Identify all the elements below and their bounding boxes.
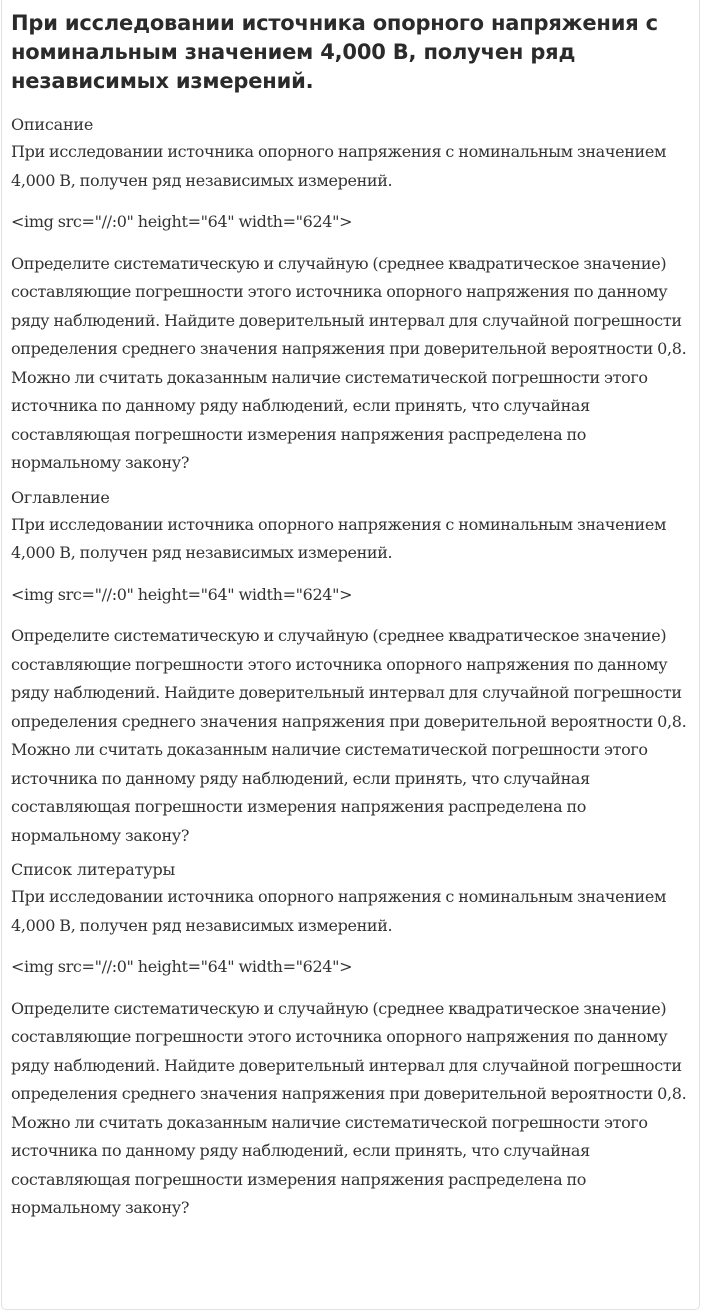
image-tag-text: <img src="//:0" height="64" width="624"> (11, 957, 353, 976)
task-paragraph: Определите систематическую и случайную (среднее квадратическое значение) составляющие погрешности этого источника опорного напряжения по данному ряду наблюдений. Найдите доверительный интервал для случайной погрешности определения среднего значения напряжения при доверительной вероятности 0,8. Можно ли считать доказанным наличие систематической погрешности этого источника по данному ряду наблюдений, если принять, что случайная составляющая погрешности измерения напряжения распределена по нормальному закону? (11, 626, 687, 845)
intro-paragraph: При исследовании источника опорного напряжения с номинальным значением 4,000 В, получен ряд независимых измерений. (11, 514, 667, 562)
image-tag-text: <img src="//:0" height="64" width="624"> (11, 584, 353, 604)
section-label: Список литературы (11, 860, 176, 879)
page-title: При исследовании источника опорного напряжения с номинальным значением 4,000 В, получен ряд независимых измерений. (11, 11, 658, 93)
work-card (1, 0, 700, 1310)
task-paragraph: Определите систематическую и случайную (среднее квадратическое значение) составляющие погрешности этого источника опорного напряжения по данному ряду наблюдений. Найдите доверительный интервал для случайной погрешности определения среднего значения напряжения при доверительной вероятности 0,8. Можно ли считать доказанным наличие систематической погрешности этого источника по данному ряду наблюдений, если принять, что случайная составляющая погрешности измерения напряжения распределена по нормальному закону? (11, 253, 687, 472)
section-contents (11, 485, 691, 851)
section-bibliography (11, 857, 691, 1223)
intro-paragraph: При исследовании источника опорного напряжения с номинальным значением 4,000 В, получен ряд независимых измерений. (11, 142, 667, 190)
section-label: Оглавление (11, 487, 110, 507)
task-paragraph: Определите систематическую и случайную (среднее квадратическое значение) составляющие погрешности этого источника опорного напряжения по данному ряду наблюдений. Найдите доверительный интервал для случайной погрешности определения среднего значения напряжения при доверительной вероятности 0,8. Можно ли считать доказанным наличие систематической погрешности этого источника по данному ряду наблюдений, если принять, что случайная составляющая погрешности измерения напряжения распределена по нормальному закону? (11, 998, 687, 1217)
section-description (11, 112, 691, 478)
section-label: Описание (11, 115, 94, 134)
intro-paragraph: При исследовании источника опорного напряжения с номинальным значением 4,000 В, получен ряд независимых измерений. (11, 887, 667, 935)
image-tag-text: <img src="//:0" height="64" width="624"> (11, 212, 353, 231)
